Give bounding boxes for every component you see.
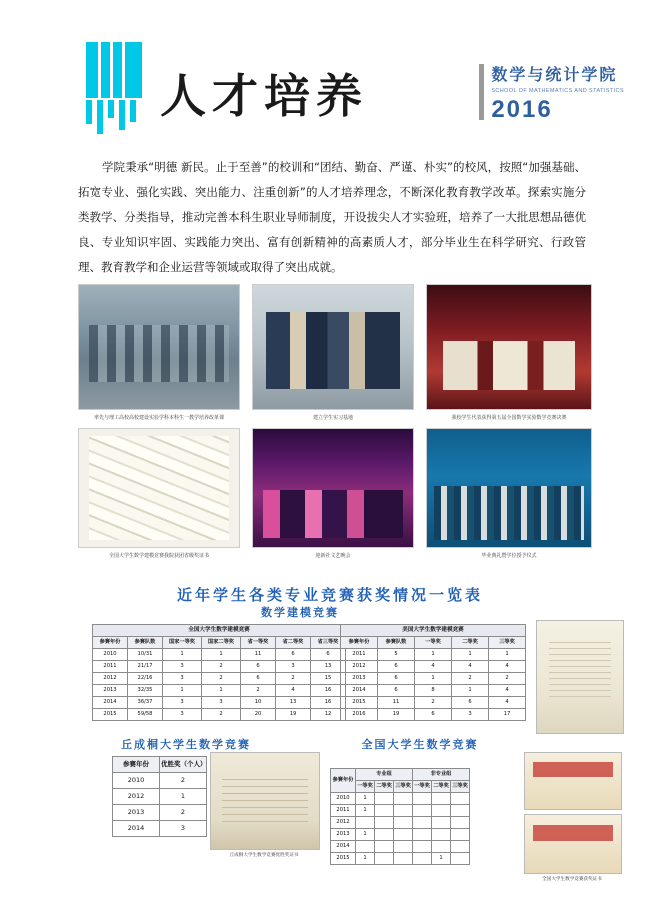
cell	[413, 793, 432, 805]
photo-certificates-collection	[78, 428, 240, 560]
cell	[413, 853, 432, 865]
cell: 2	[415, 697, 452, 709]
cell: 3	[202, 697, 241, 709]
cell	[356, 841, 375, 853]
col-header: 国家一等奖	[163, 637, 202, 649]
table-header-row	[113, 757, 207, 773]
cell: 20	[241, 709, 276, 721]
cell: 1	[452, 649, 489, 661]
cell: 21/17	[128, 661, 163, 673]
cell: 1	[202, 685, 241, 697]
cell: 13	[311, 661, 346, 673]
table-row	[341, 697, 526, 709]
subsection-title-qiucheng: 丘成桐大学生数学竞赛	[121, 738, 251, 751]
cell: 2013	[331, 829, 356, 841]
cell: 10	[241, 697, 276, 709]
accent-bar	[479, 64, 484, 120]
col-header: 一等奖	[415, 637, 452, 649]
cell: 2012	[93, 673, 128, 685]
col-subheader: 二等奖	[432, 781, 451, 793]
photo-caption: 全国大学生数学建模竞赛我院获团省级奖证书	[108, 553, 209, 559]
cell: 19	[378, 709, 415, 721]
cell: 4	[489, 685, 526, 697]
year-label: 2016	[491, 96, 553, 123]
cell: 32/35	[128, 685, 163, 697]
cell: 11	[241, 649, 276, 661]
table-caption: 全国大学生数学建模竞赛	[93, 625, 346, 637]
cell	[451, 805, 470, 817]
table-caption: 美国大学生数学建模竞赛	[341, 625, 526, 637]
cell: 2014	[113, 821, 160, 837]
cell: 12	[311, 709, 346, 721]
photo-row-bottom	[78, 428, 592, 560]
cell: 2014	[331, 841, 356, 853]
table-row	[331, 817, 470, 829]
cell: 2	[202, 661, 241, 673]
cell: 2	[452, 673, 489, 685]
cell: 1	[489, 649, 526, 661]
table-national-modeling	[92, 624, 346, 721]
col-header: 参赛年份	[93, 637, 128, 649]
col-header: 省二等奖	[276, 637, 311, 649]
photo-certificate-presentation	[426, 284, 592, 422]
cell	[375, 841, 394, 853]
cell: 16	[311, 685, 346, 697]
cell: 1	[356, 853, 375, 865]
col-header: 省一等奖	[241, 637, 276, 649]
col-header: 省三等奖	[311, 637, 346, 649]
cell	[451, 829, 470, 841]
photo-certificates-collection-image	[78, 428, 240, 548]
cell: 1	[356, 829, 375, 841]
photo-award-ceremony	[252, 284, 414, 422]
photo-graduation-ceremony	[426, 428, 592, 560]
table-row	[93, 673, 346, 685]
cell: 2	[202, 709, 241, 721]
cell: 19	[276, 709, 311, 721]
cell	[375, 853, 394, 865]
col-header: 二等奖	[452, 637, 489, 649]
photo-caption: 迎新社文艺晚会	[315, 553, 351, 559]
col-header: 参赛年份	[341, 637, 378, 649]
cell: 4	[415, 661, 452, 673]
cell	[432, 805, 451, 817]
table-row	[341, 661, 526, 673]
cell	[451, 793, 470, 805]
cell: 1	[202, 649, 241, 661]
cert-national-math-caption: 全国大学生数学竞赛获奖证书	[542, 877, 602, 882]
cell: 11	[378, 697, 415, 709]
cell: 2012	[331, 817, 356, 829]
col-header: 非专业组	[413, 769, 470, 781]
cell: 16	[311, 697, 346, 709]
logo-block	[86, 42, 142, 98]
cell: 2011	[341, 649, 378, 661]
cell: 6	[415, 709, 452, 721]
cell: 2014	[341, 685, 378, 697]
photo-graduation-ceremony-image	[426, 428, 592, 548]
cell	[413, 829, 432, 841]
cell	[394, 829, 413, 841]
table-header-row	[331, 769, 470, 781]
intro-paragraph: 学院秉承“明德 新民。止于至善”的校训和“团结、勤奋、严谨、朴实”的校风，按照“加强基础、拓宽专业、强化实践、突出能力、注重创新”的人才培养理念，不断深化教育教学改革。探索实施分类教学、分类指导，推动完善本科生职业导师制度，开设拔尖人才实验班，培养了一大批思想品德优良、专业知识牢固、实践能力突出、富有创新精神的高素质人才，部分毕业生在科学研究、行政管理、教育教学和企业运营等领域或取得了突出成就。	[78, 160, 586, 274]
cert-qiucheng-prize-image	[210, 752, 320, 850]
cell: 6	[452, 697, 489, 709]
cell: 6	[378, 673, 415, 685]
cell	[432, 793, 451, 805]
cell: 2012	[113, 789, 160, 805]
cell	[375, 805, 394, 817]
photo-caption: 我校学生代表获得第五届全国数学实验数学竞赛决赛	[451, 415, 567, 421]
col-header: 参赛年份	[113, 757, 160, 773]
table-row	[113, 789, 207, 805]
cell: 2	[489, 673, 526, 685]
photo-computer-lab	[78, 284, 240, 422]
cell: 22/16	[128, 673, 163, 685]
cell: 3	[163, 709, 202, 721]
table-row	[113, 773, 207, 789]
cell: 2	[160, 773, 207, 789]
cell	[432, 841, 451, 853]
col-header: 优胜奖（个人）	[160, 757, 207, 773]
cell: 2016	[341, 709, 378, 721]
col-header: 专业组	[356, 769, 413, 781]
cell: 2014	[93, 697, 128, 709]
photo-stage-performance-image	[252, 428, 414, 548]
photo-computer-lab-image	[78, 284, 240, 410]
cell: 5	[378, 649, 415, 661]
cell: 6	[241, 661, 276, 673]
table-row	[341, 673, 526, 685]
cell	[356, 817, 375, 829]
cell: 1	[452, 685, 489, 697]
school-identity	[491, 62, 624, 124]
col-subheader: 一等奖	[356, 781, 375, 793]
cell: 6	[378, 661, 415, 673]
table-header-row	[93, 637, 346, 649]
cell	[394, 841, 413, 853]
school-name-en: SCHOOL OF MATHEMATICS AND STATISTICS	[491, 88, 624, 94]
cell: 4	[489, 697, 526, 709]
cell: 36/37	[128, 697, 163, 709]
cell: 2	[202, 673, 241, 685]
cell: 3	[276, 661, 311, 673]
col-subheader: 三等奖	[394, 781, 413, 793]
cell: 2	[160, 805, 207, 821]
table-row	[331, 805, 470, 817]
cell: 2013	[341, 673, 378, 685]
table-row	[93, 661, 346, 673]
cell: 1	[356, 793, 375, 805]
cell	[375, 829, 394, 841]
cell: 1	[160, 789, 207, 805]
table-national-math	[330, 768, 470, 865]
cell: 6	[311, 649, 346, 661]
cert-national-math-1-image	[524, 752, 622, 810]
cell	[413, 805, 432, 817]
table-row	[341, 709, 526, 721]
col-header: 参赛年份	[331, 769, 356, 793]
photo-caption: 建立学生实习基地	[312, 415, 353, 421]
table-row	[93, 697, 346, 709]
page-title: 人才培养	[160, 69, 368, 123]
cell	[413, 817, 432, 829]
subsection-title-math-modeling: 数学建模竞赛	[261, 606, 339, 619]
table-row	[93, 649, 346, 661]
table-row	[341, 649, 526, 661]
cell: 4	[489, 661, 526, 673]
photo-caption: 毕业典礼暨学位授予仪式	[481, 553, 537, 559]
cell	[375, 793, 394, 805]
logo-icon	[86, 42, 142, 134]
cell: 2013	[93, 685, 128, 697]
cell: 2015	[93, 709, 128, 721]
cell: 10/31	[128, 649, 163, 661]
cell: 2010	[93, 649, 128, 661]
cell	[413, 841, 432, 853]
cell	[394, 793, 413, 805]
col-header: 参赛队数	[128, 637, 163, 649]
cell: 3	[163, 673, 202, 685]
cell: 3	[163, 697, 202, 709]
cell: 1	[163, 685, 202, 697]
cell: 2011	[93, 661, 128, 673]
cert-national-math-2-image	[524, 814, 622, 874]
cell: 2013	[113, 805, 160, 821]
table-header-row	[341, 637, 526, 649]
cell: 3	[452, 709, 489, 721]
table-row	[113, 821, 207, 837]
cell	[451, 817, 470, 829]
cell: 4	[276, 685, 311, 697]
col-header: 国家二等奖	[202, 637, 241, 649]
cell: 1	[415, 649, 452, 661]
subsection-title-national-math: 全国大学生数学竞赛	[361, 738, 479, 751]
cell: 6	[241, 673, 276, 685]
cell	[432, 829, 451, 841]
cell	[394, 805, 413, 817]
cell: 1	[415, 673, 452, 685]
table-row	[341, 685, 526, 697]
cell: 2010	[113, 773, 160, 789]
cell	[375, 817, 394, 829]
table-row	[331, 853, 470, 865]
col-subheader: 二等奖	[375, 781, 394, 793]
cell: 17	[489, 709, 526, 721]
cell: 2	[276, 673, 311, 685]
cell: 15	[311, 673, 346, 685]
cell: 2015	[341, 697, 378, 709]
cell	[451, 841, 470, 853]
col-header: 三等奖	[489, 637, 526, 649]
cell	[451, 853, 470, 865]
cell	[394, 817, 413, 829]
col-header: 参赛队数	[378, 637, 415, 649]
cell: 3	[163, 661, 202, 673]
col-subheader: 三等奖	[451, 781, 470, 793]
cell: 1	[356, 805, 375, 817]
cell: 13	[276, 697, 311, 709]
cell: 6	[378, 685, 415, 697]
table-row	[93, 685, 346, 697]
cell: 2010	[331, 793, 356, 805]
school-name-cn: 数学与统计学院	[491, 67, 618, 84]
cell: 2012	[341, 661, 378, 673]
photo-certificate-presentation-image	[426, 284, 592, 410]
table-row	[93, 709, 346, 721]
table-row	[331, 793, 470, 805]
cell: 2	[241, 685, 276, 697]
cell: 59/58	[128, 709, 163, 721]
photo-caption: 率先与理工高校高校建设实验学科本科生一教学培养改革课	[93, 415, 224, 421]
table-row	[331, 841, 470, 853]
cell: 3	[160, 821, 207, 837]
section-title: 近年学生各类专业竞赛获奖情况一览表	[176, 586, 483, 604]
cell	[394, 853, 413, 865]
cell: 2011	[331, 805, 356, 817]
cell: 6	[276, 649, 311, 661]
cell: 1	[432, 853, 451, 865]
photo-row-top	[78, 284, 592, 422]
cert-qiucheng-caption: 丘成桐大学生数学竞赛优胜奖证书	[229, 853, 299, 858]
photo-stage-performance	[252, 428, 414, 560]
cell: 8	[415, 685, 452, 697]
col-subheader: 一等奖	[413, 781, 432, 793]
table-row	[113, 805, 207, 821]
table-row	[331, 829, 470, 841]
cell: 4	[452, 661, 489, 673]
cert-american-modeling-image	[536, 620, 624, 734]
cell: 2015	[331, 853, 356, 865]
table-qiucheng	[112, 756, 207, 837]
table-american-modeling	[340, 624, 526, 721]
cell: 1	[163, 649, 202, 661]
photo-award-ceremony-image	[252, 284, 414, 410]
cell	[432, 817, 451, 829]
